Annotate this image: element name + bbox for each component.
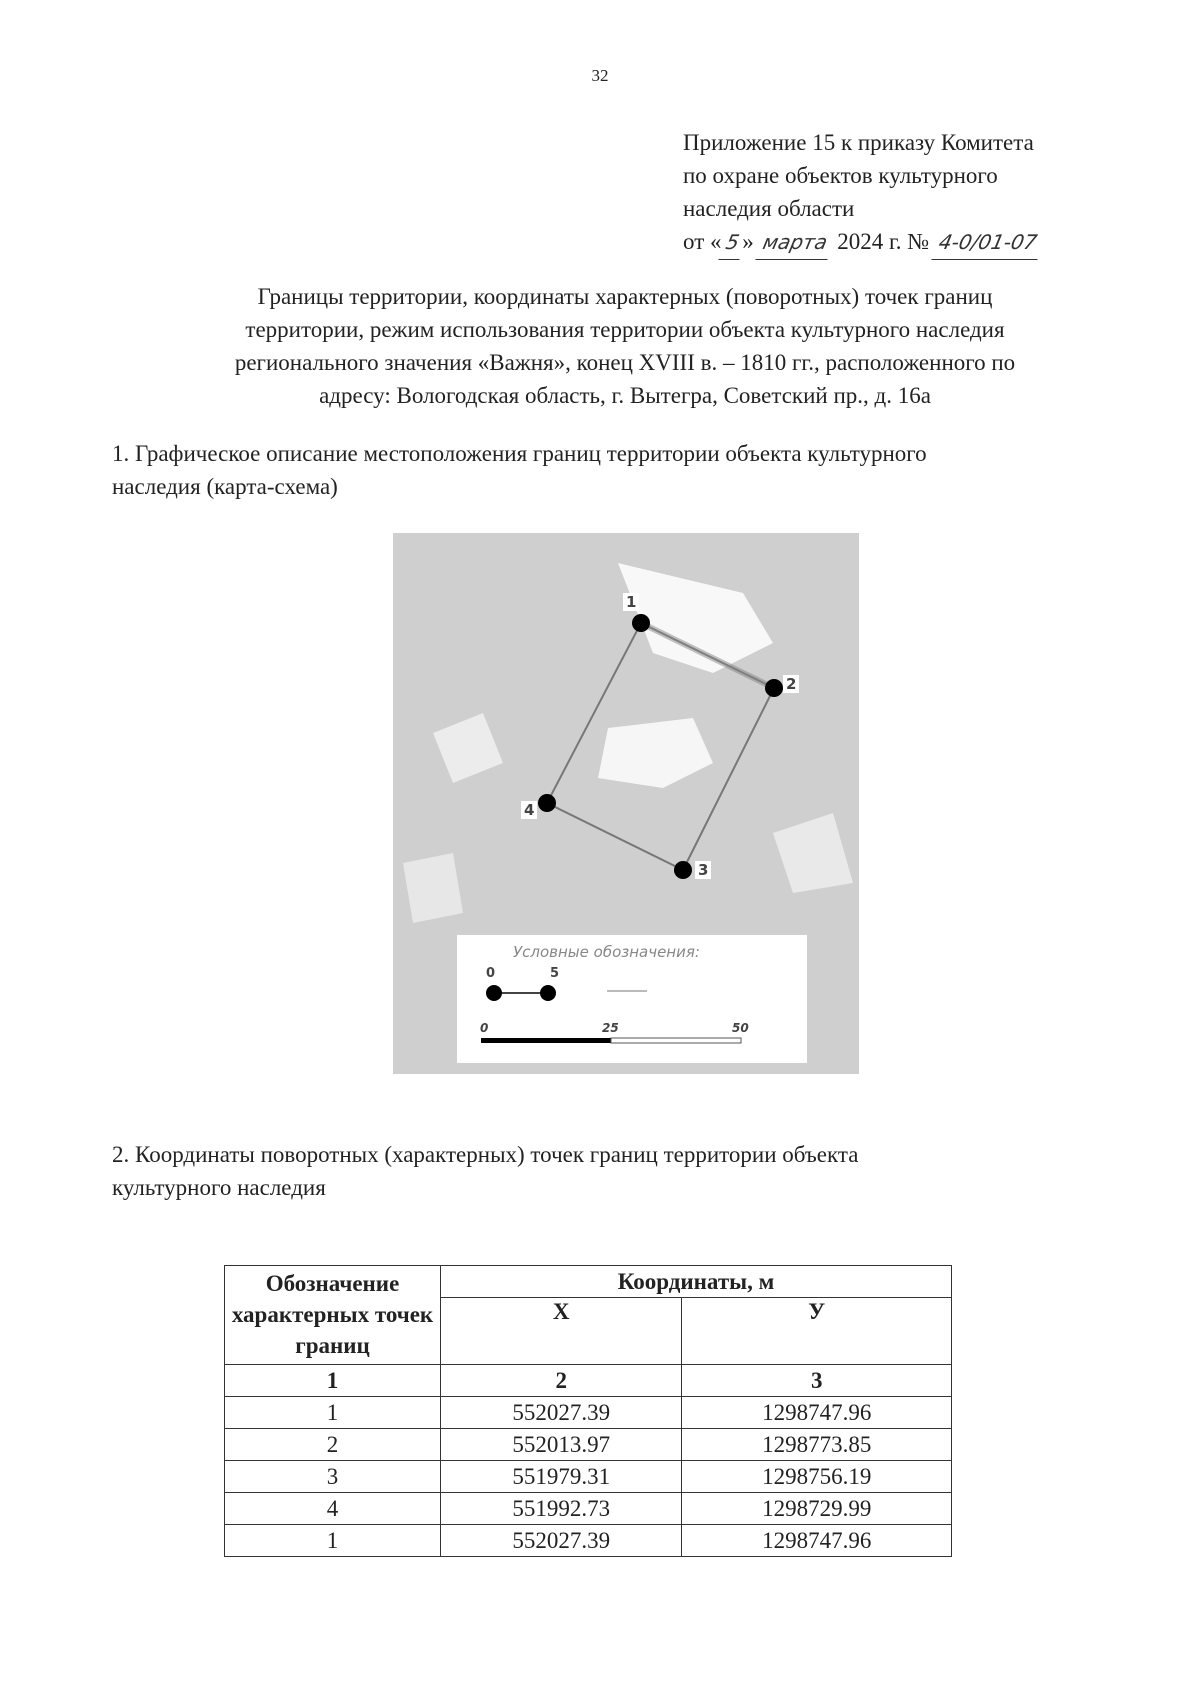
section-1-line-1: 1. Графическое описание местоположения границ территории объекта культурного bbox=[112, 441, 927, 466]
title-line-3: регионального значения «Важня», конец XVIII в. – 1810 гг., расположенного по bbox=[234, 350, 1016, 375]
legend-point-symbol bbox=[486, 985, 502, 1001]
table-row bbox=[225, 1525, 952, 1557]
boundary-map bbox=[393, 533, 859, 1074]
scale-label-25: 25 bbox=[602, 1021, 619, 1035]
table-row bbox=[225, 1429, 952, 1461]
legend-title: Условные обозначения: bbox=[513, 943, 700, 961]
point-label-3: 3 bbox=[695, 861, 711, 879]
terrain-patch bbox=[433, 713, 503, 783]
column-number-3: 3 bbox=[682, 1365, 952, 1397]
point-label-4: 4 bbox=[521, 801, 537, 819]
cell-y: 1298773.85 bbox=[682, 1429, 952, 1461]
terrain-patch bbox=[403, 853, 463, 923]
title-line-2: территории, режим использования территории объекта культурного наследия bbox=[245, 317, 1005, 342]
annex-date-line bbox=[683, 225, 1041, 260]
boundary-point-1 bbox=[632, 614, 650, 632]
cell-point: 2 bbox=[225, 1429, 441, 1461]
section-2-line-2: культурного наследия bbox=[112, 1175, 326, 1200]
title-line-4: адресу: Вологодская область, г. Вытегра, Советский пр., д. 16а bbox=[319, 383, 931, 408]
cell-point: 3 bbox=[225, 1461, 441, 1493]
scale-label-0: 0 bbox=[480, 1021, 489, 1035]
table-row bbox=[225, 1397, 952, 1429]
annex-line-3: наследия области bbox=[683, 196, 855, 221]
date-day-handwritten: 5 bbox=[718, 226, 746, 260]
cell-x: 552013.97 bbox=[441, 1429, 682, 1461]
cell-x: 551979.31 bbox=[441, 1461, 682, 1493]
boundary-point-2 bbox=[765, 679, 783, 697]
cell-point: 1 bbox=[225, 1525, 441, 1557]
cell-x: 552027.39 bbox=[441, 1397, 682, 1429]
section-2-heading bbox=[112, 1138, 858, 1204]
cell-point: 1 bbox=[225, 1397, 441, 1429]
point-label-2: 2 bbox=[783, 675, 799, 693]
document-title bbox=[100, 280, 1150, 412]
scale-bar-filled bbox=[481, 1038, 611, 1043]
cell-y: 1298747.96 bbox=[682, 1525, 952, 1557]
cell-x: 552027.39 bbox=[441, 1525, 682, 1557]
section-1-heading bbox=[112, 437, 927, 503]
legend-drawing bbox=[457, 935, 807, 1063]
legend-point-symbol bbox=[540, 985, 556, 1001]
header-point-designation: Обозначение характерных точек границ bbox=[225, 1266, 441, 1365]
date-prefix: от « bbox=[683, 229, 722, 254]
cell-point: 4 bbox=[225, 1493, 441, 1525]
date-month-handwritten: марта bbox=[756, 226, 835, 260]
header-y: У bbox=[682, 1298, 952, 1365]
terrain-patch bbox=[773, 813, 853, 893]
scale-bar-empty bbox=[611, 1038, 741, 1043]
section-1-line-2: наследия (карта-схема) bbox=[112, 474, 338, 499]
title-line-1: Границы территории, координаты характерных (поворотных) точек границ bbox=[257, 284, 993, 309]
order-number-handwritten: 4-0/01-07 bbox=[931, 226, 1044, 260]
annex-header bbox=[683, 126, 1041, 260]
table-row bbox=[225, 1493, 952, 1525]
header-x: X bbox=[441, 1298, 682, 1365]
cell-y: 1298729.99 bbox=[682, 1493, 952, 1525]
cell-y: 1298756.19 bbox=[682, 1461, 952, 1493]
boundary-point-4 bbox=[538, 794, 556, 812]
annex-line-1: Приложение 15 к приказу Комитета bbox=[683, 130, 1034, 155]
annex-line-2: по охране объектов культурного bbox=[683, 163, 998, 188]
point-label-1: 1 bbox=[623, 593, 639, 611]
legend-point-label-5: 5 bbox=[550, 966, 560, 981]
column-number-2: 2 bbox=[441, 1365, 682, 1397]
cell-y: 1298747.96 bbox=[682, 1397, 952, 1429]
header-coordinates: Координаты, м bbox=[441, 1266, 952, 1298]
building-shape bbox=[598, 718, 713, 788]
boundary-point-3 bbox=[674, 861, 692, 879]
table-row bbox=[225, 1461, 952, 1493]
legend-point-label-0: 0 bbox=[486, 966, 496, 981]
date-close: » bbox=[742, 229, 754, 254]
column-number-1: 1 bbox=[225, 1365, 441, 1397]
coordinates-table bbox=[224, 1265, 952, 1557]
cell-x: 551992.73 bbox=[441, 1493, 682, 1525]
scale-label-50: 50 bbox=[732, 1021, 749, 1035]
map-legend bbox=[457, 935, 807, 1063]
date-year: 2024 г. № bbox=[837, 229, 930, 254]
page-number: 32 bbox=[591, 66, 609, 85]
section-2-line-1: 2. Координаты поворотных (характерных) точек границ территории объекта bbox=[112, 1142, 859, 1167]
